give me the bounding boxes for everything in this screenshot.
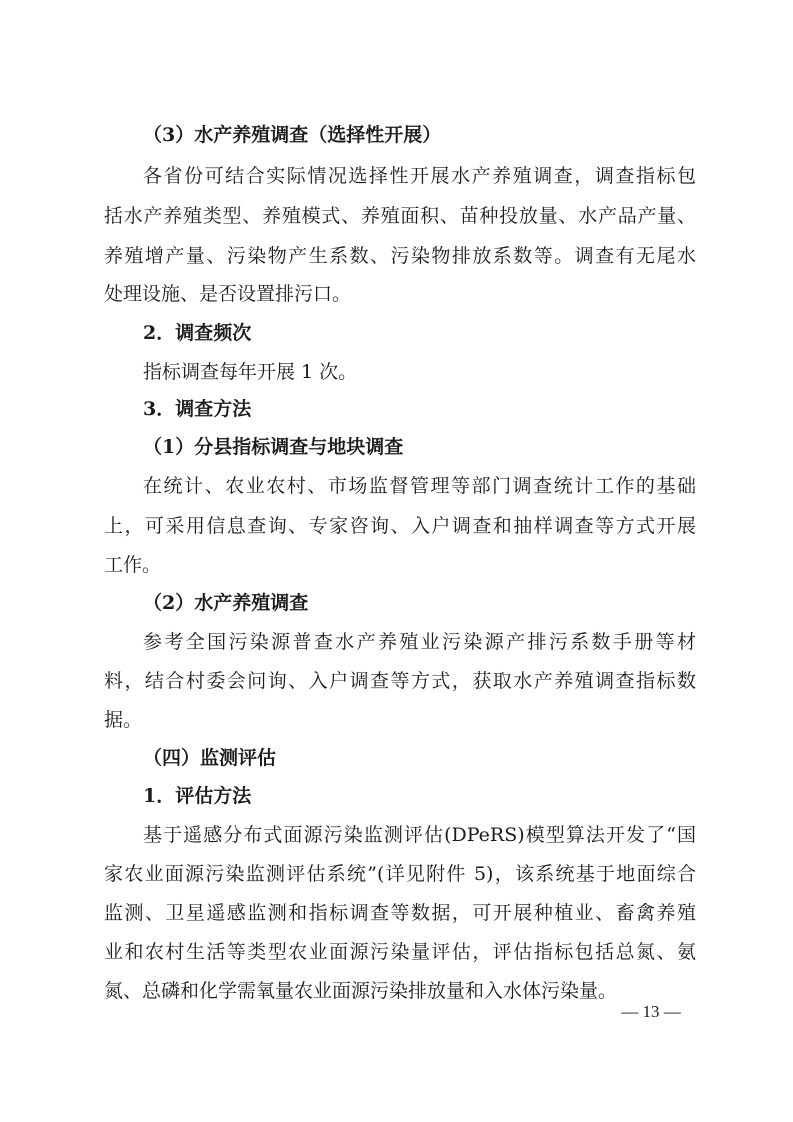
paragraph-line: 料，结合村委会问询、入户调查等方式，获取水产养殖调查指标数 (104, 670, 696, 692)
paragraph-line: 工作。 (104, 554, 162, 576)
paragraph-line: 养殖增产量、污染物产生系数、污染物排放系数等。调查有无尾水 (104, 245, 696, 267)
paragraph-line: 指标调查每年开展 1 次。 (143, 361, 358, 383)
paragraph-line: 参考全国污染源普查水产养殖业污染源产排污系数手册等材 (143, 631, 696, 653)
paragraph-line: 据。 (104, 709, 143, 731)
paragraph-line: 家农业面源污染监测评估系统”(详见附件 5)，该系统基于地面综合 (104, 863, 696, 885)
paragraph-line: 在统计、农业农村、市场监督管理等部门调查统计工作的基础 (143, 475, 696, 497)
paragraph-line: 基于遥感分布式面源污染监测评估(DPeRS)模型算法开发了“国 (143, 824, 696, 846)
page-number: — 13 — (621, 1002, 681, 1021)
heading-survey-frequency: 2．调查频次 (143, 322, 252, 344)
heading-monitoring-assessment: （四）监测评估 (143, 747, 277, 769)
paragraph-line: 氮、总磷和化学需氧量农业面源污染排放量和入水体污染量。 (104, 980, 618, 1002)
paragraph-line: 上，可采用信息查询、专家咨询、入户调查和抽样调查等方式开展 (104, 515, 696, 537)
paragraph-line: 括水产养殖类型、养殖模式、养殖面积、苗种投放量、水产品产量、 (104, 205, 696, 227)
paragraph-line: 监测、卫星遥感监测和指标调查等数据，可开展种植业、畜禽养殖 (104, 902, 696, 924)
paragraph-line: 各省份可结合实际情况选择性开展水产养殖调查，调查指标包 (143, 165, 696, 187)
heading-survey-method: 3．调查方法 (143, 398, 252, 420)
heading-aquaculture-survey: （2）水产养殖调查 (143, 592, 309, 614)
paragraph-line: 处理设施、是否设置排污口。 (104, 283, 352, 305)
paragraph-line: 业和农村生活等类型农业面源污染量评估，评估指标包括总氮、氨 (104, 941, 696, 963)
heading-assessment-method: 1．评估方法 (143, 785, 252, 807)
heading-aquaculture-survey-optional: （3）水产养殖调查（选择性开展） (143, 124, 442, 146)
heading-county-indicator-survey: （1）分县指标调查与地块调查 (143, 436, 404, 458)
